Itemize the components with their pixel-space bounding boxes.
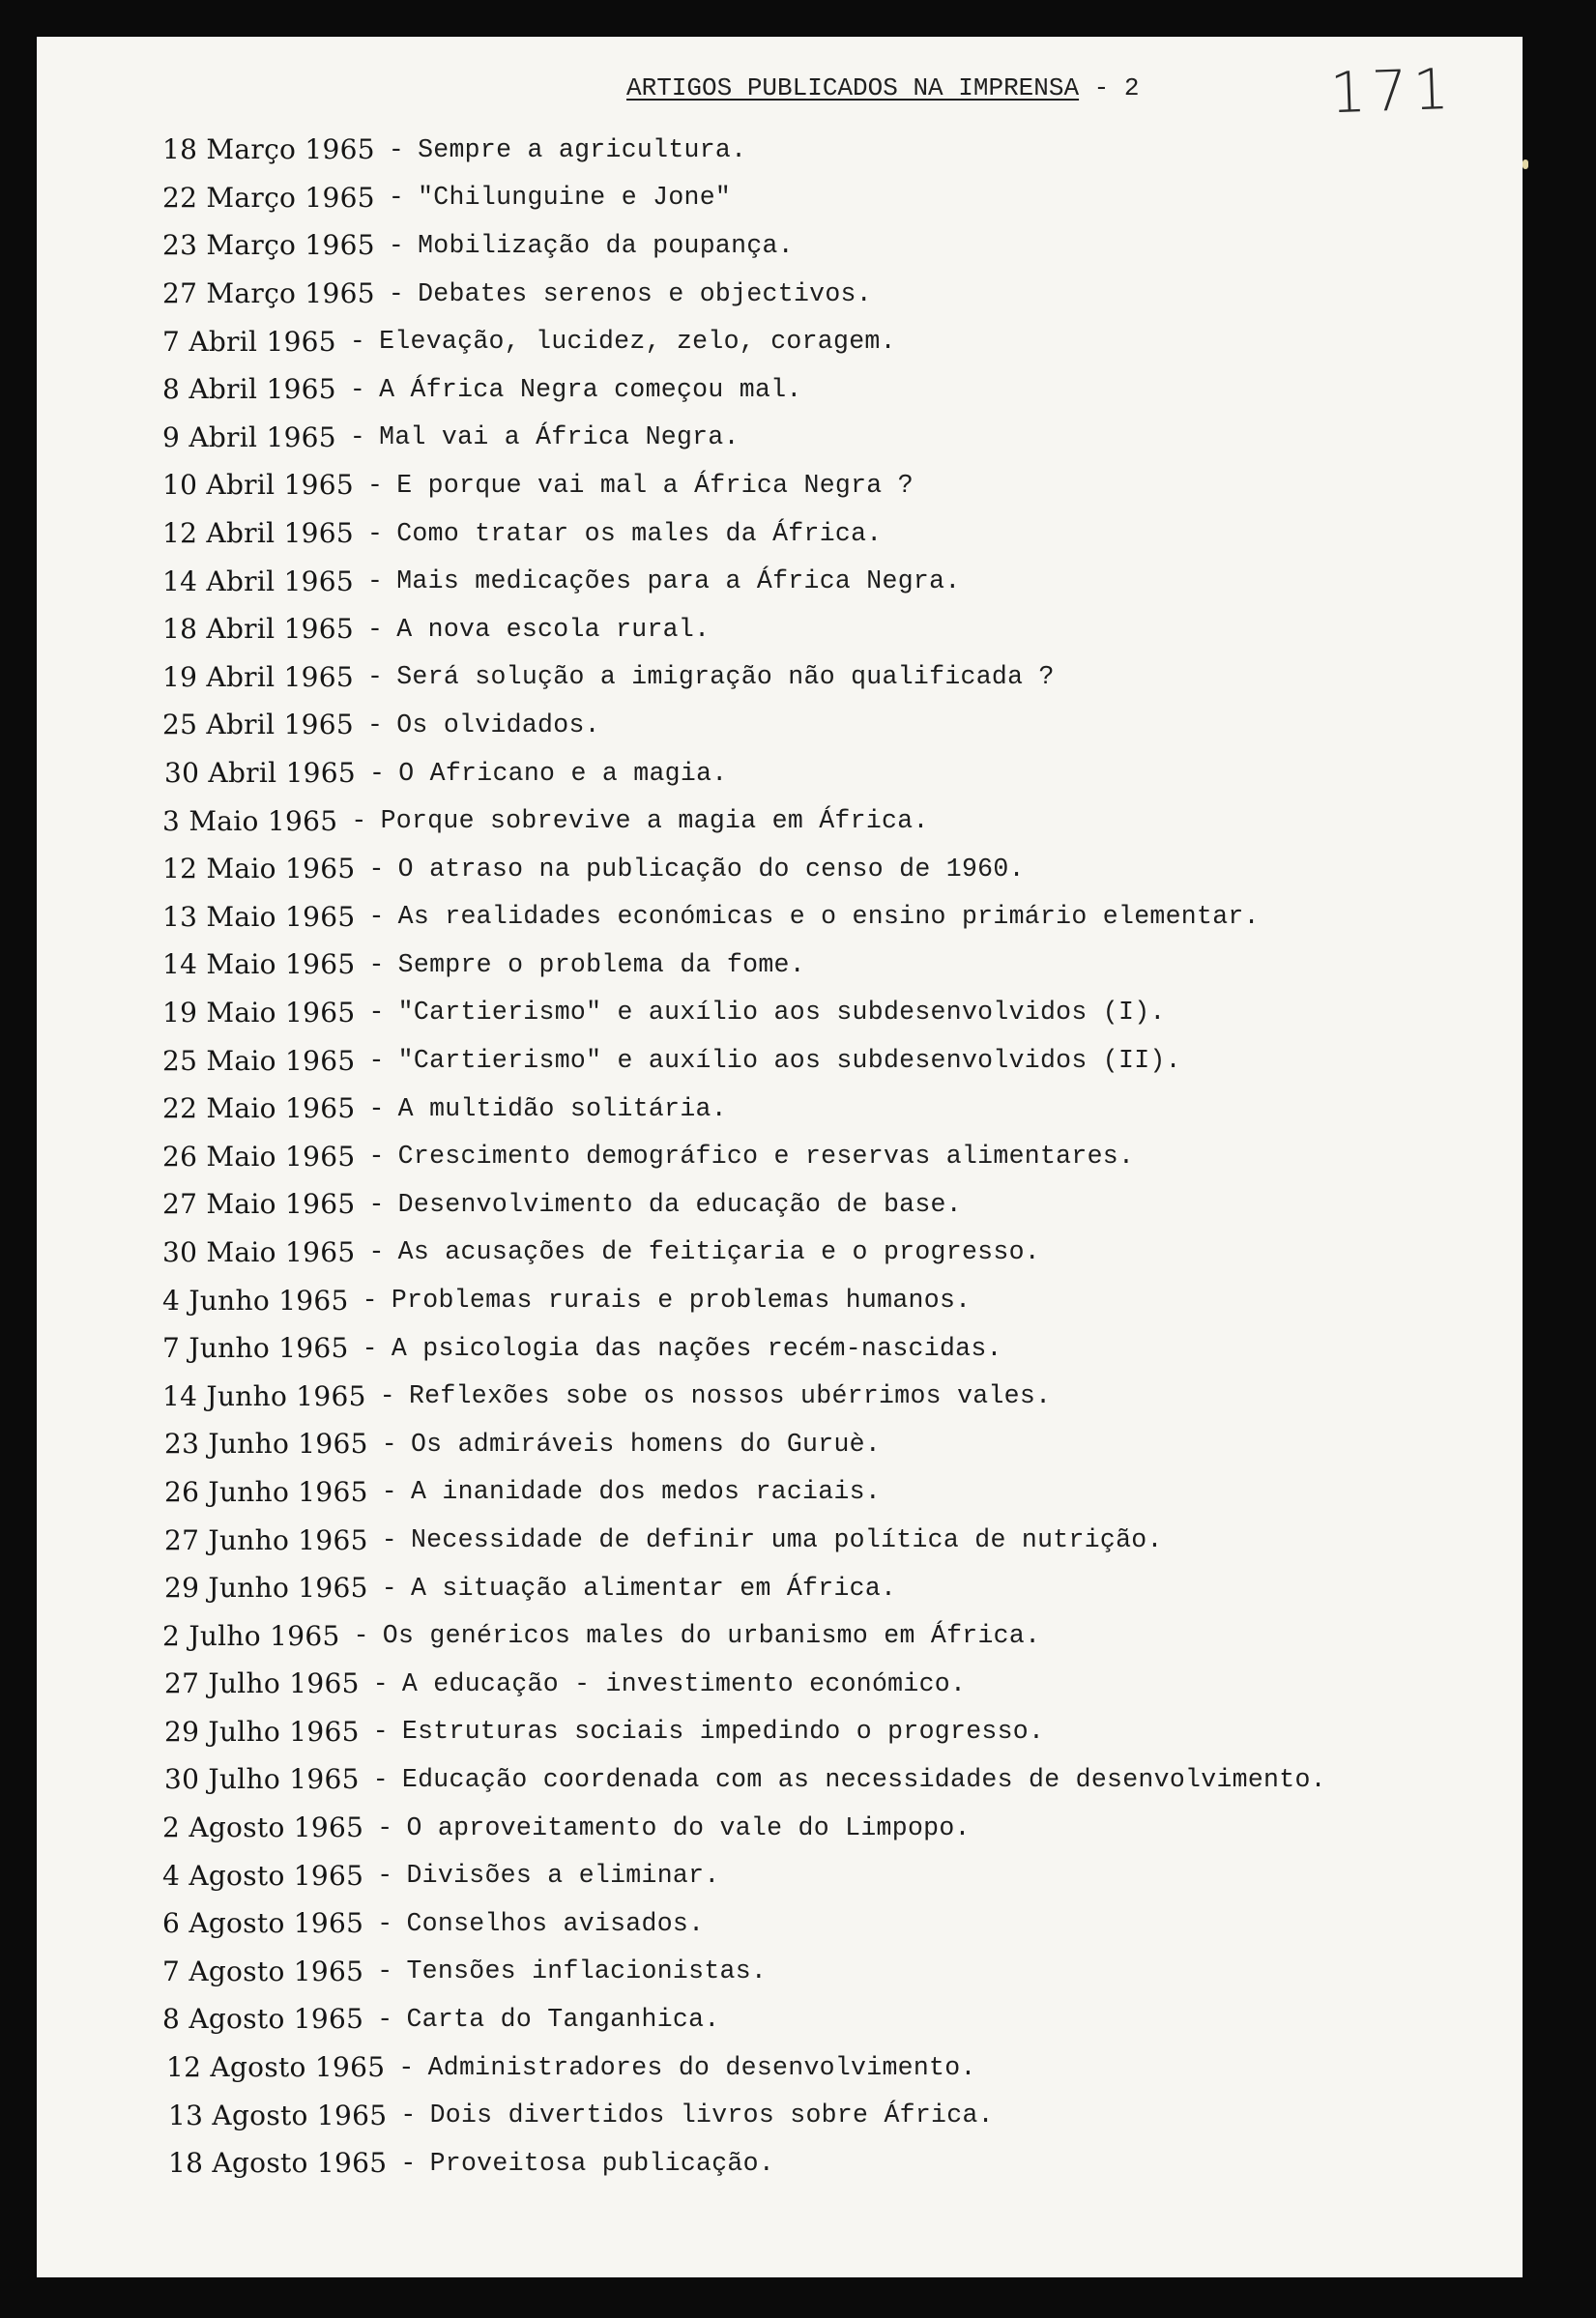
- article-entry: [162, 1755, 1506, 1804]
- article-title: Os admiráveis homens do Guruè.: [410, 1429, 882, 1459]
- date-title-separator: -: [388, 183, 405, 213]
- article-entry: [162, 2043, 1506, 2092]
- article-entry: [162, 1564, 1506, 1612]
- paper-stain: [1523, 159, 1528, 169]
- article-title: A nova escola rural.: [396, 614, 711, 644]
- article-title: E porque vai mal a África Negra ?: [396, 470, 914, 500]
- date-title-separator: -: [381, 1573, 397, 1603]
- header-title: ARTIGOS PUBLICADOS NA IMPRENSA: [626, 73, 1080, 102]
- article-title: "Cartierismo" e auxílio aos subdesenvolvidos (II).: [397, 1046, 1181, 1076]
- article-title: "Chilunguine e Jone": [418, 183, 732, 213]
- article-date: 23 Março 1965: [162, 229, 375, 262]
- document-page: [37, 37, 1523, 2277]
- article-title: Educação coordenada com as necessidades de desenvolvimento.: [401, 1764, 1326, 1794]
- article-entry: [162, 1516, 1506, 1564]
- date-title-separator: -: [349, 422, 366, 452]
- article-title: Carta do Tanganhica.: [406, 2004, 720, 2034]
- article-date: 2 Julho 1965: [162, 1619, 340, 1652]
- article-title: A inanidade dos medos raciais.: [410, 1477, 882, 1507]
- article-title: Será solução a imigração não qualificada ?: [396, 662, 1055, 692]
- article-title: As realidades económicas e o ensino primário elementar.: [397, 902, 1260, 932]
- date-title-separator: -: [377, 1861, 393, 1891]
- article-title: Administradores do desenvolvimento.: [427, 2052, 976, 2082]
- date-title-separator: -: [368, 949, 385, 979]
- date-title-separator: -: [368, 1142, 385, 1172]
- date-title-separator: -: [368, 854, 385, 884]
- article-date: 7 Abril 1965: [162, 325, 336, 358]
- article-entry: [162, 1276, 1506, 1324]
- date-title-separator: -: [388, 278, 405, 308]
- article-entry: [162, 1036, 1506, 1085]
- article-date: 23 Junho 1965: [164, 1428, 368, 1461]
- date-title-separator: -: [377, 2004, 393, 2034]
- article-date: 12 Maio 1965: [162, 853, 356, 885]
- article-date: 14 Maio 1965: [162, 948, 356, 981]
- article-title: Porque sobrevive a magia em África.: [380, 806, 929, 836]
- date-title-separator: -: [353, 1621, 369, 1651]
- article-date: 14 Abril 1965: [162, 565, 355, 597]
- article-entry: [162, 1229, 1506, 1277]
- date-title-separator: -: [367, 470, 384, 500]
- article-date: 13 Agosto 1965: [168, 2099, 388, 2131]
- date-title-separator: -: [367, 566, 384, 596]
- date-title-separator: -: [362, 1286, 378, 1316]
- article-date: 12 Agosto 1965: [166, 2051, 386, 2084]
- article-title: Mobilização da poupança.: [418, 230, 794, 260]
- article-entry: [162, 893, 1506, 942]
- article-entry: [162, 1372, 1506, 1420]
- article-date: 26 Junho 1965: [164, 1475, 368, 1508]
- date-title-separator: -: [369, 758, 386, 788]
- article-entry: [162, 1180, 1506, 1229]
- article-entry: [162, 509, 1506, 558]
- article-title: Mal vai a África Negra.: [379, 422, 740, 452]
- date-title-separator: -: [367, 614, 384, 644]
- date-title-separator: -: [368, 1189, 385, 1219]
- date-title-separator: -: [381, 1429, 397, 1459]
- date-title-separator: -: [377, 1956, 393, 1986]
- article-date: 9 Abril 1965: [162, 420, 336, 453]
- article-date: 27 Março 1965: [162, 277, 375, 310]
- date-title-separator: -: [368, 1046, 385, 1076]
- article-date: 26 Maio 1965: [162, 1140, 356, 1173]
- article-date: 30 Maio 1965: [162, 1235, 356, 1268]
- article-title: Problemas rurais e problemas humanos.: [391, 1286, 972, 1316]
- article-title: Desenvolvimento da educação de base.: [397, 1189, 962, 1219]
- article-title: Divisões a eliminar.: [406, 1861, 720, 1891]
- date-title-separator: -: [400, 2101, 417, 2130]
- article-date: 22 Maio 1965: [162, 1092, 356, 1125]
- article-title: "Cartierismo" e auxílio aos subdesenvolvidos (I).: [397, 998, 1166, 1028]
- article-date: 8 Abril 1965: [162, 373, 336, 406]
- article-date: 27 Julho 1965: [164, 1667, 360, 1700]
- article-entry: [162, 845, 1506, 893]
- article-title: A educação - investimento económico.: [401, 1668, 967, 1698]
- article-entry: [162, 1468, 1506, 1517]
- article-date: 6 Agosto 1965: [162, 1907, 364, 1940]
- date-title-separator: -: [377, 1908, 393, 1938]
- article-entry: [162, 174, 1506, 222]
- header-page-number: - 2: [1079, 73, 1140, 102]
- article-title: O aproveitamento do vale do Limpopo.: [406, 1812, 971, 1842]
- article-date: 30 Julho 1965: [164, 1763, 360, 1796]
- article-date: 13 Maio 1965: [162, 900, 356, 933]
- article-title: Sempre a agricultura.: [418, 134, 747, 164]
- article-entry: [162, 797, 1506, 845]
- article-date: 29 Julho 1965: [164, 1715, 360, 1748]
- article-entry: [162, 1085, 1506, 1133]
- date-title-separator: -: [368, 1237, 385, 1267]
- article-entry: [162, 605, 1506, 653]
- article-entry: [162, 1948, 1506, 1996]
- article-entry: [162, 317, 1506, 365]
- article-entry: [162, 221, 1506, 270]
- date-title-separator: -: [398, 2052, 415, 2082]
- article-title: Debates serenos e objectivos.: [418, 278, 872, 308]
- article-date: 30 Abril 1965: [164, 757, 357, 790]
- date-title-separator: -: [388, 230, 405, 260]
- article-title: Estruturas sociais impedindo o progresso.: [401, 1717, 1045, 1747]
- article-date: 12 Abril 1965: [162, 517, 355, 550]
- article-date: 19 Maio 1965: [162, 996, 356, 1029]
- article-entry: [162, 1995, 1506, 2043]
- article-entry: [162, 1611, 1506, 1660]
- article-entry: [162, 653, 1506, 702]
- article-entry: [162, 557, 1506, 605]
- article-title: O Africano e a magia.: [398, 758, 728, 788]
- article-entry: [162, 2091, 1506, 2139]
- article-title: Conselhos avisados.: [406, 1908, 705, 1938]
- date-title-separator: -: [381, 1477, 397, 1507]
- article-entry: [162, 1420, 1506, 1468]
- article-title: O atraso na publicação do censo de 1960.: [397, 854, 1025, 884]
- article-date: 18 Agosto 1965: [168, 2147, 388, 2180]
- handwritten-folio-number: 171: [1329, 55, 1457, 127]
- article-entry: [162, 414, 1506, 462]
- article-title: Tensões inflacionistas.: [406, 1956, 768, 1986]
- article-title: As acusações de feitiçaria e o progresso.: [397, 1237, 1040, 1267]
- article-title: A situação alimentar em África.: [410, 1573, 897, 1603]
- article-entry: [162, 701, 1506, 749]
- article-entry: [162, 365, 1506, 414]
- article-entry: [162, 941, 1506, 989]
- date-title-separator: -: [367, 710, 384, 739]
- page-header: [626, 73, 1140, 102]
- article-date: 3 Maio 1965: [162, 804, 338, 837]
- date-title-separator: -: [368, 998, 385, 1028]
- date-title-separator: -: [381, 1525, 397, 1555]
- article-title: A África Negra começou mal.: [379, 374, 802, 404]
- article-title: Crescimento demográfico e reservas alimentares.: [397, 1142, 1135, 1172]
- article-title: Necessidade de definir uma política de nutrição.: [410, 1525, 1163, 1555]
- article-date: 4 Agosto 1965: [162, 1859, 364, 1892]
- article-date: 2 Agosto 1965: [162, 1811, 364, 1844]
- date-title-separator: -: [377, 1812, 393, 1842]
- article-date: 14 Junho 1965: [162, 1379, 366, 1412]
- article-entry: [162, 126, 1506, 174]
- article-title: Os olvidados.: [396, 710, 600, 739]
- article-entry: [162, 989, 1506, 1037]
- article-title: Sempre o problema da fome.: [397, 949, 805, 979]
- date-title-separator: -: [388, 134, 405, 164]
- article-entry: [162, 461, 1506, 509]
- article-entry: [162, 1708, 1506, 1756]
- article-date: 22 Março 1965: [162, 181, 375, 214]
- article-title: Proveitosa publicação.: [429, 2148, 775, 2178]
- date-title-separator: -: [372, 1668, 389, 1698]
- date-title-separator: -: [368, 902, 385, 932]
- date-title-separator: -: [372, 1717, 389, 1747]
- date-title-separator: -: [368, 1093, 385, 1123]
- article-date: 7 Junho 1965: [162, 1332, 349, 1365]
- date-title-separator: -: [379, 1381, 395, 1411]
- article-title: Os genéricos males do urbanismo em África.: [382, 1621, 1041, 1651]
- article-date: 4 Junho 1965: [162, 1284, 349, 1317]
- article-date: 27 Junho 1965: [164, 1523, 368, 1556]
- article-entry: [162, 1660, 1506, 1708]
- date-title-separator: -: [349, 327, 366, 357]
- article-entry: [162, 270, 1506, 318]
- article-date: 10 Abril 1965: [162, 469, 355, 502]
- article-entry: [162, 1324, 1506, 1373]
- date-title-separator: -: [351, 806, 367, 836]
- article-entry: [162, 1132, 1506, 1180]
- article-date: 25 Abril 1965: [162, 709, 355, 741]
- date-title-separator: -: [367, 662, 384, 692]
- article-title: Elevação, lucidez, zelo, coragem.: [379, 327, 896, 357]
- date-title-separator: -: [400, 2148, 417, 2178]
- article-date: 19 Abril 1965: [162, 660, 355, 693]
- article-date: 8 Agosto 1965: [162, 2003, 364, 2036]
- article-date: 27 Maio 1965: [162, 1188, 356, 1221]
- article-date: 25 Maio 1965: [162, 1044, 356, 1077]
- article-entry: [162, 1899, 1506, 1948]
- article-title: Como tratar os males da África.: [396, 518, 883, 548]
- article-date: 7 Agosto 1965: [162, 1955, 364, 1987]
- article-date: 18 Março 1965: [162, 133, 375, 166]
- date-title-separator: -: [372, 1764, 389, 1794]
- article-entry: [162, 1804, 1506, 1852]
- article-entry: [162, 1851, 1506, 1899]
- article-title: A psicologia das nações recém-nascidas.: [391, 1333, 1002, 1363]
- date-title-separator: -: [349, 374, 366, 404]
- article-title: Dois divertidos livros sobre África.: [429, 2101, 994, 2130]
- article-list: [162, 126, 1506, 2188]
- article-title: A multidão solitária.: [397, 1093, 727, 1123]
- article-date: 18 Abril 1965: [162, 613, 355, 646]
- article-entry: [162, 749, 1506, 797]
- date-title-separator: -: [367, 518, 384, 548]
- article-entry: [162, 2139, 1506, 2188]
- article-title: Reflexões sobe os nossos ubérrimos vales.: [408, 1381, 1052, 1411]
- date-title-separator: -: [362, 1333, 378, 1363]
- article-title: Mais medicações para a África Negra.: [396, 566, 961, 596]
- article-date: 29 Junho 1965: [164, 1572, 368, 1605]
